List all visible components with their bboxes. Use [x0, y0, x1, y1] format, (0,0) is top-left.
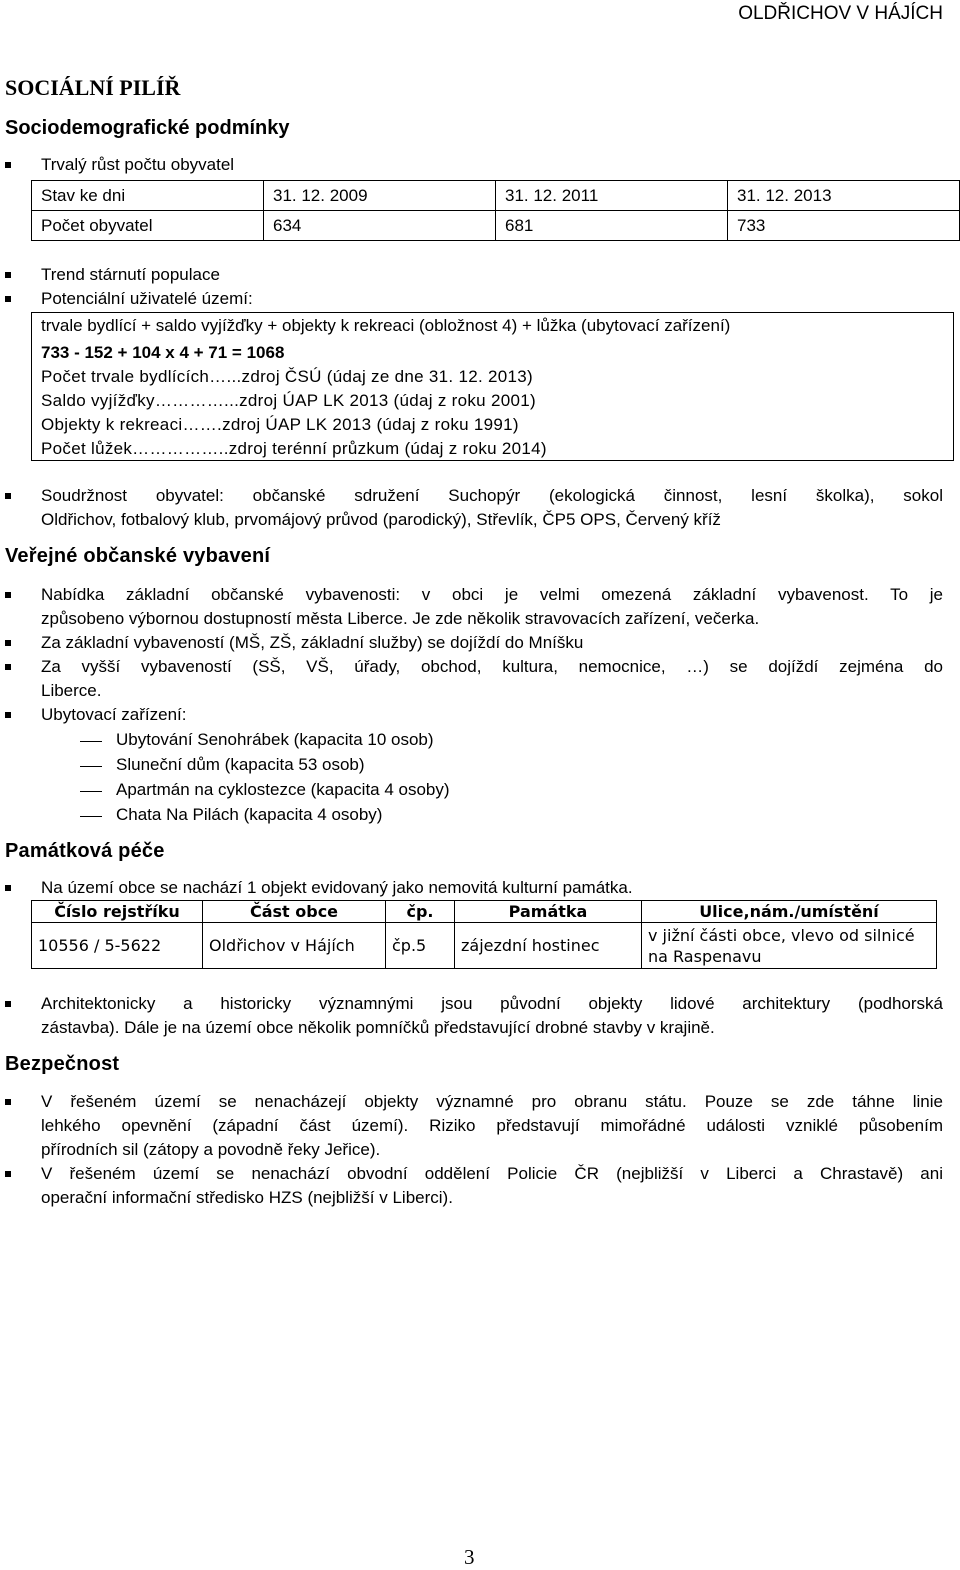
heading-heritage: Památková péče [5, 840, 165, 862]
dash-icon [80, 816, 102, 817]
table-row [32, 901, 937, 923]
security-p1-line-2: lehkého opevnění (západní část území). Riziko představují mimořádné události vzniklé působením [41, 1116, 943, 1135]
table-cell: Stav ke dni [32, 181, 264, 211]
bullet-icon [5, 162, 11, 168]
running-header: OLDŘICHOV V HÁJÍCH [738, 3, 943, 24]
table-header-cell: čp. [386, 901, 455, 923]
table-cell: 31. 12. 2009 [264, 181, 496, 211]
civic-higher-line-2: Liberce. [41, 681, 102, 700]
table-cell: čp.5 [386, 923, 455, 969]
lodging-item: Apartmán na cyklostezce (kapacita 4 osoby) [116, 780, 450, 799]
heading-civic: Veřejné občanské vybavení [5, 545, 271, 567]
bullet-icon [5, 296, 11, 302]
lodging-item: Ubytování Senohrábek (kapacita 10 osob) [116, 730, 434, 749]
bullet-icon [5, 712, 11, 718]
heritage-arch-line-2: zástavba). Dále je na území obce několik pomníčků představující drobné stavby v krajině. [41, 1018, 715, 1037]
table-cell: 634 [264, 211, 496, 241]
bullet-icon [5, 1099, 11, 1105]
section-title: SOCIÁLNÍ PILÍŘ [5, 75, 181, 100]
source-beds: Počet lůžek……………..zdroj terénní průzkum (údaj z roku 2014) [41, 439, 547, 458]
cohesion-line-1: Soudržnost obyvatel: občanské sdružení Suchopýr (ekologická činnost, lesní školka), sokol [41, 486, 943, 505]
heading-sociodemographic: Sociodemografické podmínky [5, 117, 290, 139]
source-recreation: Objekty k rekreaci…….zdroj ÚAP LK 2013 (údaj z roku 1991) [41, 415, 519, 434]
civic-basic: Za základní vybaveností (MŠ, ZŠ, základní služby) se dojíždí do Mníšku [41, 633, 584, 652]
table-cell: v jižní části obce, vlevo od silnicé na Raspenavu [642, 923, 937, 969]
lodging-item: Chata Na Pilách (kapacita 4 osoby) [116, 805, 383, 824]
formula-calculation: 733 - 152 + 104 x 4 + 71 = 1068 [41, 343, 285, 362]
table-row [32, 211, 960, 241]
dash-icon [80, 766, 102, 767]
dash-icon [80, 741, 102, 742]
civic-offer-line-2: způsobeno výbornou dostupností města Liberce. Je zde několik stravovacích zařízení, večerka. [41, 609, 760, 628]
civic-lodging: Ubytovací zařízení: [41, 705, 187, 724]
bullet-icon [5, 885, 11, 891]
population-table [31, 180, 960, 241]
civic-higher-line-1: Za vyšší vybaveností (SŠ, VŠ, úřady, obchod, kultura, nemocnice, …) se dojíždí zejména do [41, 657, 943, 676]
table-cell: 31. 12. 2013 [728, 181, 960, 211]
heading-security: Bezpečnost [5, 1053, 120, 1075]
table-cell: zájezdní hostinec [455, 923, 642, 969]
table-header-cell: Část obce [203, 901, 386, 923]
bullet-icon [5, 1171, 11, 1177]
heritage-arch-line-1: Architektonicky a historicky významnými jsou původní objekty lidové architektury (podhorská [41, 994, 943, 1013]
table-row [32, 181, 960, 211]
civic-offer-line-1: Nabídka základní občanské vybavenosti: v obci je velmi omezená základní vybavenost. To je [41, 585, 943, 604]
table-row [32, 923, 937, 969]
monument-table [31, 900, 937, 969]
security-p2-line-2: operační informační středisko HZS (nejbližší v Liberci). [41, 1188, 453, 1207]
table-cell: 681 [496, 211, 728, 241]
table-header-cell: Památka [455, 901, 642, 923]
table-header-cell: Ulice,nám./umístění [642, 901, 937, 923]
security-p1-line-3: přírodních sil (zátopy a povodně řeky Jeřice). [41, 1140, 381, 1159]
security-p2-line-1: V řešeném území se nenachází obvodní oddělení Policie ČR (nejbližší v Liberci a Chrastavě) ani [41, 1164, 943, 1183]
lodging-item: Sluneční dům (kapacita 53 osob) [116, 755, 365, 774]
table-cell: Oldřichov v Hájích [203, 923, 386, 969]
bullet-icon [5, 592, 11, 598]
bullet-icon [5, 272, 11, 278]
table-cell: Počet obyvatel [32, 211, 264, 241]
bullet-icon [5, 664, 11, 670]
cohesion-line-2: Oldřichov, fotbalový klub, prvomájový průvod (parodický), Střevlík, ČP5 OPS, Červený kříž [41, 510, 721, 529]
bullet-aging: Trend stárnutí populace [41, 265, 220, 284]
bullet-potential-users: Potenciální uživatelé území: [41, 289, 253, 308]
source-residents: Počet trvale bydlících…...zdroj ČSÚ (údaj ze dne 31. 12. 2013) [41, 367, 534, 386]
formula-description: trvale bydlící + saldo vyjížďky + objekty k rekreaci (obložnost 4) + lůžka (ubytovací zařízení) [41, 316, 731, 335]
dash-icon [80, 791, 102, 792]
source-commute: Saldo vyjížďky…………...zdroj ÚAP LK 2013 (údaj z roku 2001) [41, 391, 536, 410]
heritage-intro: Na území obce se nachází 1 objekt evidovaný jako nemovitá kulturní památka. [41, 878, 633, 897]
bullet-population-growth: Trvalý růst počtu obyvatel [41, 155, 235, 174]
bullet-icon [5, 1001, 11, 1007]
bullet-icon [5, 493, 11, 499]
page-number: 3 [464, 1545, 475, 1569]
security-p1-line-1: V řešeném území se nenacházejí objekty významné pro obranu státu. Pouze se zde táhne linie [41, 1092, 943, 1111]
table-cell: 733 [728, 211, 960, 241]
table-cell: 31. 12. 2011 [496, 181, 728, 211]
table-cell: 10556 / 5-5622 [32, 923, 203, 969]
bullet-icon [5, 640, 11, 646]
table-header-cell: Číslo rejstříku [32, 901, 203, 923]
